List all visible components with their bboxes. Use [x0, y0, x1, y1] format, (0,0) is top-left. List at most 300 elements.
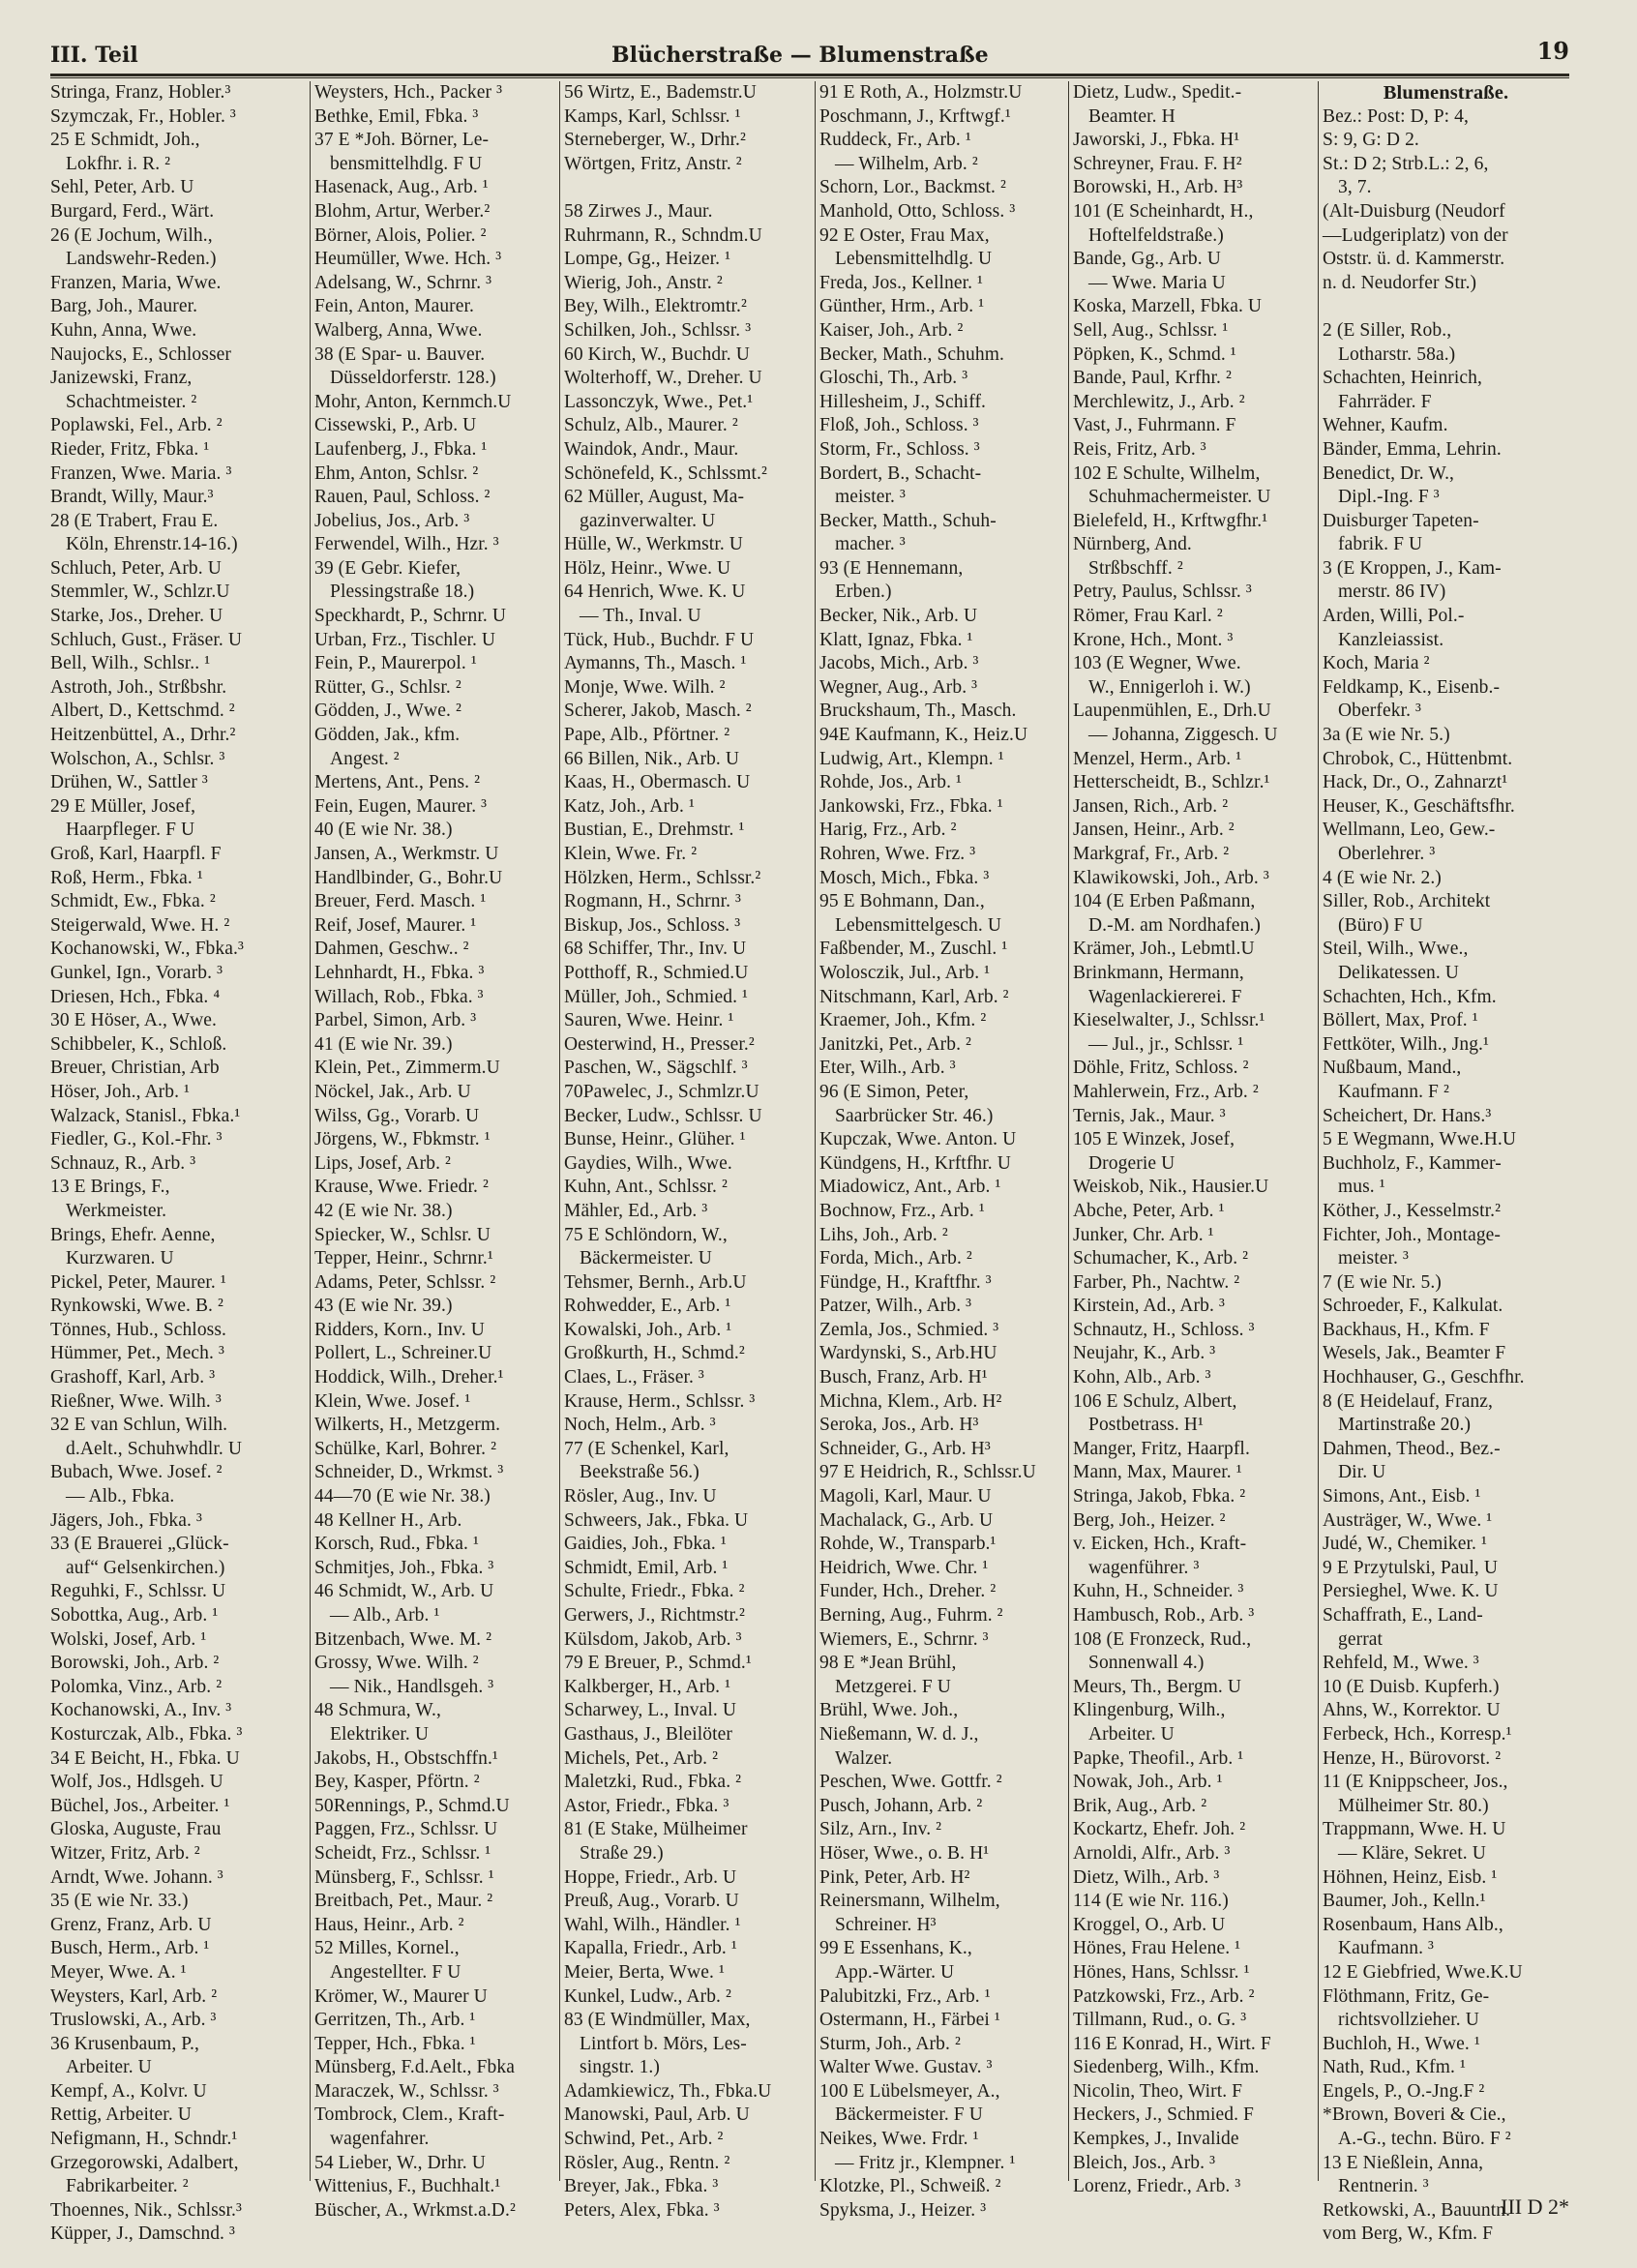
directory-line: Schnautz, H., Schloss. ³ — [1073, 1319, 1255, 1340]
directory-line: Lotharstr. 58a.) — [1338, 343, 1456, 365]
directory-line: Hetterscheidt, B., Schlzr.¹ — [1073, 772, 1270, 793]
directory-line: 83 (E Windmüller, Max, — [564, 2010, 751, 2031]
directory-line: 70Pawelec, J., Schmlzr.U — [564, 1081, 759, 1102]
directory-line: Rynkowski, Wwe. B. ² — [50, 1296, 223, 1317]
directory-line: Tepper, Heinr., Schrnr.¹ — [314, 1248, 493, 1269]
directory-line: wagenführer. ³ — [1088, 1557, 1200, 1578]
directory-line: Kochanowski, W., Fbka.³ — [50, 939, 244, 960]
directory-line: Fichter, Joh., Montage- — [1323, 1224, 1502, 1245]
directory-line: Beekstraße 56.) — [580, 1462, 699, 1483]
directory-line: Faßbender, M., Zuschl. ¹ — [819, 939, 1008, 960]
directory-line: Schreiner. H³ — [835, 1914, 937, 1935]
directory-line: Haus, Heinr., Arb. ² — [314, 1914, 464, 1935]
directory-line: Laupenmühlen, E., Drh.U — [1073, 701, 1271, 722]
directory-line: (Büro) F U — [1338, 914, 1423, 936]
directory-line: 102 E Schulte, Wilhelm, — [1073, 463, 1261, 484]
directory-line: Schülke, Karl, Bohrer. ² — [314, 1438, 497, 1459]
directory-line: Petry, Paulus, Schlssr. ³ — [1073, 582, 1252, 603]
directory-line: Barg, Joh., Maurer. — [50, 296, 198, 317]
directory-line: Benedict, Dr. W., — [1323, 463, 1455, 484]
directory-line: 12 E Giebfried, Wwe.K.U — [1323, 1961, 1523, 1983]
directory-line: Flöthmann, Fritz, Ge- — [1323, 1985, 1490, 2007]
directory-line: Rogmann, H., Schrnr. ³ — [564, 891, 741, 912]
directory-line: Kirstein, Ad., Arb. ³ — [1073, 1296, 1225, 1317]
directory-line: 5 E Wegmann, Wwe.H.U — [1323, 1129, 1517, 1150]
directory-line: — Alb., Fbka. — [66, 1486, 175, 1507]
directory-line: wagenfahrer. — [330, 2129, 430, 2150]
directory-line: Schmidt, Ew., Fbka. ² — [50, 891, 216, 912]
directory-line: Dahmen, Geschw.. ² — [314, 939, 469, 960]
directory-line: Storm, Fr., Schloss. ³ — [819, 438, 980, 460]
directory-line: Kuhn, Anna, Wwe. — [50, 319, 197, 341]
directory-line: Brühl, Wwe. Joh., — [819, 1700, 959, 1721]
directory-line: Forda, Mich., Arb. ² — [819, 1248, 972, 1269]
directory-line: Pollert, L., Schreiner.U — [314, 1343, 492, 1364]
directory-line: Hölz, Heinr., Wwe. U — [564, 557, 731, 579]
directory-line: Judé, W., Chemiker. ¹ — [1323, 1534, 1487, 1555]
directory-line: Kroggel, O., Arb. U — [1073, 1914, 1226, 1935]
directory-line: Waindok, Andr., Maur. — [564, 438, 739, 460]
directory-line: Ludwig, Art., Klempn. ¹ — [819, 748, 1004, 769]
directory-line: Tehsmer, Bernh., Arb.U — [564, 1271, 747, 1293]
directory-line: Rösler, Aug., Inv. U — [564, 1486, 717, 1507]
directory-line: Rohde, Jos., Arb. ¹ — [819, 772, 962, 793]
directory-line: Breyer, Jak., Fbka. ³ — [564, 2176, 719, 2197]
directory-line: Peters, Alex, Fbka. ³ — [564, 2199, 720, 2221]
directory-line: Sterneberger, W., Drhr.² — [564, 130, 746, 151]
directory-line: Straße 29.) — [580, 1842, 664, 1864]
directory-line: Strßbschff. ² — [1088, 557, 1183, 579]
directory-line: Hoftelfeldstraße.) — [1088, 224, 1224, 246]
directory-line: Höhnen, Heinz, Eisb. ¹ — [1323, 1866, 1498, 1888]
directory-line: — Alb., Arb. ¹ — [330, 1605, 440, 1626]
directory-line: Astor, Friedr., Fbka. ³ — [564, 1795, 729, 1816]
directory-line: 81 (E Stake, Mülheimer — [564, 1819, 748, 1840]
directory-line: 75 E Schlöndorn, W., — [564, 1224, 728, 1245]
directory-line: Jacobs, Mich., Arb. ³ — [819, 653, 979, 674]
directory-line: Schachten, Hch., Kfm. — [1323, 986, 1497, 1007]
directory-line: Abche, Peter, Arb. ¹ — [1073, 1200, 1225, 1221]
directory-line: gerrat — [1338, 1628, 1384, 1650]
directory-line: Busch, Herm., Arb. ¹ — [50, 1938, 210, 1959]
directory-line: Blohm, Artur, Werber.² — [314, 200, 491, 222]
directory-line: 3 (E Kroppen, J., Kam- — [1323, 557, 1502, 579]
directory-line: App.-Wärter. U — [835, 1961, 955, 1983]
directory-line: Koska, Marzell, Fbka. U — [1073, 296, 1263, 317]
directory-line: Steigerwald, Wwe. H. ² — [50, 914, 230, 936]
directory-line: Manowski, Paul, Arb. U — [564, 2104, 750, 2126]
directory-line: Claes, L., Fräser. ³ — [564, 1367, 704, 1388]
directory-line: 64 Henrich, Wwe. K. U — [564, 582, 746, 603]
directory-line: Metzgerei. F U — [835, 1676, 951, 1697]
directory-line: Dir. U — [1338, 1462, 1386, 1483]
directory-line: Janizewski, Franz, — [50, 368, 193, 389]
directory-line: Dahmen, Theod., Bez.- — [1323, 1438, 1501, 1459]
directory-line: Scheidt, Frz., Schlssr. ¹ — [314, 1842, 491, 1864]
directory-line: Patzkowski, Frz., Arb. ² — [1073, 1985, 1255, 2007]
directory-line: Kupczak, Wwe. Anton. U — [819, 1129, 1017, 1150]
directory-line: 62 Müller, August, Ma- — [564, 487, 745, 508]
directory-line: Lintfort b. Mörs, Les- — [580, 2033, 747, 2054]
directory-line: Grashoff, Karl, Arb. ³ — [50, 1367, 216, 1388]
directory-line: Becker, Nik., Arb. U — [819, 606, 978, 627]
directory-line: Arndt, Wwe. Johann. ³ — [50, 1866, 223, 1888]
directory-line: Adelsang, W., Schrnr. ³ — [314, 272, 492, 293]
directory-line: Bruckshaum, Th., Masch. — [819, 701, 1017, 722]
directory-line: Walberg, Anna, Wwe. — [314, 319, 483, 341]
directory-line: Kaufmann. F ² — [1338, 1081, 1449, 1102]
directory-line: Michels, Pet., Arb. ² — [564, 1747, 719, 1769]
directory-line: Rosenbaum, Hans Alb., — [1323, 1914, 1503, 1935]
directory-line: Rauen, Paul, Schloss. ² — [314, 487, 491, 508]
directory-line: Stemmler, W., Schlzr.U — [50, 582, 230, 603]
directory-line: Delikatessen. U — [1338, 962, 1459, 983]
directory-line: Döhle, Fritz, Schloss. ² — [1073, 1058, 1249, 1079]
directory-line: Wahl, Wilh., Händler. ¹ — [564, 1914, 741, 1935]
directory-line: Tönnes, Hub., Schloss. — [50, 1319, 227, 1340]
directory-line: Krämer, Joh., Lebmtl.U — [1073, 939, 1255, 960]
directory-line: singstr. 1.) — [580, 2057, 660, 2078]
directory-line: Machalack, G., Arb. U — [819, 1509, 994, 1531]
directory-line: Rohren, Wwe. Frz. ³ — [819, 844, 976, 864]
directory-line: Sturm, Joh., Arb. ² — [819, 2033, 961, 2054]
directory-line: Austräger, W., Wwe. ¹ — [1323, 1509, 1493, 1531]
directory-line: Bunse, Heinr., Glüher. ¹ — [564, 1129, 746, 1150]
directory-line: Persieghel, Wwe. K. U — [1323, 1581, 1499, 1602]
directory-line: Bustian, E., Drehmstr. ¹ — [564, 820, 745, 841]
directory-line: 11 (E Knippscheer, Jos., — [1323, 1772, 1508, 1793]
directory-line: Dietz, Wilh., Arb. ³ — [1073, 1866, 1220, 1888]
directory-line: Gunkel, Ign., Vorarb. ³ — [50, 962, 223, 983]
directory-line: Hoppe, Friedr., Arb. U — [564, 1866, 737, 1888]
directory-line: Baumer, Joh., Kelln.¹ — [1323, 1891, 1486, 1912]
directory-line: Preuß, Aug., Vorarb. U — [564, 1891, 739, 1912]
directory-line: Kurzwaren. U — [66, 1248, 174, 1269]
directory-line: Schorn, Lor., Backmst. ² — [819, 177, 1006, 198]
directory-line: *Brown, Boveri & Cie., — [1323, 2104, 1506, 2126]
directory-line: Elektriker. U — [330, 1723, 430, 1745]
directory-line: Mertens, Ant., Pens. ² — [314, 772, 481, 793]
header-rule-thin — [50, 77, 1569, 78]
directory-line: Oesterwind, H., Presser.² — [564, 1033, 755, 1055]
directory-line: Bäckermeister. U — [580, 1248, 712, 1269]
directory-line: Sauren, Wwe. Heinr. ¹ — [564, 1010, 734, 1031]
directory-line: Mülheimer Str. 80.) — [1338, 1795, 1489, 1816]
directory-line: Werkmeister. — [66, 1200, 167, 1221]
directory-line: Korsch, Rud., Fbka. ¹ — [314, 1534, 479, 1555]
directory-line: Kündgens, H., Krftfhr. U — [819, 1152, 1011, 1174]
directory-line: Duisburger Tapeten- — [1323, 510, 1479, 531]
directory-line: Harig, Frz., Arb. ² — [819, 820, 957, 841]
directory-line: Hönes, Frau Helene. ¹ — [1073, 1938, 1241, 1959]
directory-line: Wesels, Jak., Beamter F — [1323, 1343, 1506, 1364]
directory-line: Freda, Jos., Kellner. ¹ — [819, 272, 983, 293]
directory-line: 37 E *Joh. Börner, Le- — [314, 130, 490, 151]
directory-line: Lompe, Gg., Heizer. ¹ — [564, 249, 731, 270]
directory-line: Willach, Rob., Fbka. ³ — [314, 986, 484, 1007]
directory-line: 34 E Beicht, H., Fbka. U — [50, 1747, 240, 1769]
directory-line: — Nik., Handlsgeh. ³ — [330, 1676, 494, 1697]
directory-line: Pusch, Johann, Arb. ² — [819, 1795, 983, 1816]
directory-line: Hönes, Hans, Schlssr. ¹ — [1073, 1961, 1250, 1983]
column-1 — [50, 81, 310, 2245]
directory-line: Weysters, Hch., Packer ³ — [314, 82, 503, 103]
directory-line: Schroeder, F., Kalkulat. — [1323, 1296, 1503, 1317]
footer-mark: III D 2* — [1501, 2194, 1569, 2219]
directory-line: Rieder, Fritz, Fbka. ¹ — [50, 438, 210, 460]
directory-line: Seroka, Jos., Arb. H³ — [819, 1415, 979, 1436]
directory-line: Biskup, Jos., Schloss. ³ — [564, 914, 741, 936]
directory-line: Martinstraße 20.) — [1338, 1415, 1472, 1436]
directory-line: Klein, Wwe. Fr. ² — [564, 844, 698, 864]
directory-line: Angestellter. F U — [330, 1961, 461, 1983]
directory-line: Schachtmeister. ² — [66, 391, 197, 412]
directory-line: Kanzleiassist. — [1338, 629, 1444, 650]
directory-line: 29 E Müller, Josef, — [50, 795, 196, 817]
directory-line: Bande, Gg., Arb. U — [1073, 249, 1221, 270]
directory-line: Jansen, Rich., Arb. ² — [1073, 795, 1229, 817]
directory-line: 43 (E wie Nr. 39.) — [314, 1296, 453, 1317]
directory-line: 38 (E Spar- u. Bauver. — [314, 343, 486, 365]
directory-line: Poschmann, J., Krftwgf.¹ — [819, 105, 1011, 127]
directory-line: 10 (E Duisb. Kupferh.) — [1323, 1676, 1500, 1697]
directory-line: Scharwey, L., Inval. U — [564, 1700, 737, 1721]
directory-line: richtsvollzieher. U — [1338, 2010, 1479, 2031]
directory-line: Kochanowski, A., Inv. ³ — [50, 1700, 232, 1721]
directory-line: Handlbinder, G., Bohr.U — [314, 867, 503, 888]
directory-line: Vast, J., Fuhrmann. F — [1073, 415, 1236, 436]
directory-line: Stringa, Franz, Hobler.³ — [50, 82, 231, 103]
directory-line: Rohwedder, E., Arb. ¹ — [564, 1296, 731, 1317]
directory-line: Weysters, Karl, Arb. ² — [50, 1985, 218, 2007]
directory-line: Paggen, Frz., Schlssr. U — [314, 1819, 498, 1840]
directory-line: Rohde, W., Transparb.¹ — [819, 1534, 997, 1555]
directory-line: Brings, Ehefr. Aenne, — [50, 1224, 216, 1245]
directory-line: Weiskob, Nik., Hausier.U — [1073, 1177, 1269, 1198]
directory-line: Adamkiewicz, Th., Fbka.U — [564, 2080, 772, 2102]
directory-line: Schaffrath, E., Land- — [1323, 1605, 1483, 1626]
directory-line: Gödden, J., Wwe. ² — [314, 701, 461, 722]
directory-line: Jakobs, H., Obstschffn.¹ — [314, 1747, 498, 1769]
directory-line: Nefigmann, H., Schndr.¹ — [50, 2129, 238, 2150]
directory-line: Menzel, Herm., Arb. ¹ — [1073, 748, 1242, 769]
directory-line: Bande, Paul, Krfhr. ² — [1073, 368, 1232, 389]
column-4 — [815, 81, 1068, 2221]
directory-line: Jansen, Heinr., Arb. ² — [1073, 820, 1235, 841]
directory-line: Urban, Frz., Tischler. U — [314, 629, 496, 650]
directory-line: 48 Kellner H., Arb. — [314, 1509, 462, 1531]
directory-line: Heitzenbüttel, A., Drhr.² — [50, 725, 236, 746]
directory-line: Schneider, G., Arb. H³ — [819, 1438, 991, 1459]
directory-line: Mohr, Anton, Kernmch.U — [314, 391, 512, 412]
directory-line: Walzack, Stanisl., Fbka.¹ — [50, 1105, 241, 1126]
directory-line: Gloska, Auguste, Frau — [50, 1819, 222, 1840]
directory-line: Truslowski, A., Arb. ³ — [50, 2010, 217, 2031]
directory-line: 77 (E Schenkel, Karl, — [564, 1438, 729, 1459]
directory-line: Meyer, Wwe. A. ¹ — [50, 1961, 187, 1983]
directory-line: Kohn, Alb., Arb. ³ — [1073, 1367, 1211, 1388]
directory-line: macher. ³ — [835, 534, 906, 555]
directory-line: Kalkberger, H., Arb. ¹ — [564, 1676, 731, 1697]
directory-line: Lips, Josef, Arb. ² — [314, 1152, 451, 1174]
directory-line: 91 E Roth, A., Holzmstr.U — [819, 82, 1023, 103]
directory-line: Spiecker, W., Schlsr. U — [314, 1224, 491, 1245]
directory-line: Parbel, Simon, Arb. ³ — [314, 1010, 477, 1031]
directory-line: Bethke, Emil, Fbka. ³ — [314, 105, 479, 127]
directory-line: Schnauz, R., Arb. ³ — [50, 1152, 196, 1174]
directory-line: Erben.) — [835, 582, 892, 603]
directory-line: Fabrikarbeiter. ² — [66, 2176, 189, 2197]
column-2 — [310, 81, 559, 2221]
directory-line: Ostermann, H., Färbei ¹ — [819, 2010, 1000, 2031]
directory-line: bensmittelhdlg. F U — [330, 153, 483, 174]
directory-line: Wagenlackiererei. F — [1088, 986, 1242, 1007]
directory-line: Henze, H., Bürovorst. ² — [1323, 1747, 1502, 1769]
directory-line: Wittenius, F., Buchhalt.¹ — [314, 2176, 501, 2197]
directory-line: Plessingstraße 18.) — [330, 582, 475, 603]
directory-line: meister. ³ — [1338, 1248, 1409, 1269]
directory-line: — Wilhelm, Arb. ² — [835, 153, 978, 174]
directory-line: Bey, Wilh., Elektromtr.² — [564, 296, 747, 317]
directory-line: 106 E Schulz, Albert, — [1073, 1390, 1237, 1412]
directory-line: Kempkes, J., Invalide — [1073, 2129, 1239, 2150]
directory-line: Hölzken, Herm., Schlssr.² — [564, 867, 761, 888]
directory-line: Fein, Anton, Maurer. — [314, 296, 475, 317]
directory-line: 41 (E wie Nr. 39.) — [314, 1033, 453, 1055]
directory-line: 97 E Heidrich, R., Schlssr.U — [819, 1462, 1036, 1483]
directory-line: 42 (E wie Nr. 38.) — [314, 1200, 453, 1221]
directory-line: Grenz, Franz, Arb. U — [50, 1914, 212, 1935]
directory-line: Fahrräder. F — [1338, 391, 1432, 412]
directory-line: Rentnerin. ³ — [1338, 2176, 1429, 2197]
directory-line: 2 (E Siller, Rob., — [1323, 319, 1452, 341]
directory-line: Groß, Karl, Haarpfl. F — [50, 844, 222, 864]
directory-line: Buchloh, H., Wwe. ¹ — [1323, 2033, 1480, 2054]
directory-line: Nowak, Joh., Arb. ¹ — [1073, 1772, 1223, 1793]
directory-line: Sehl, Peter, Arb. U — [50, 177, 194, 198]
directory-line: Angest. ² — [330, 748, 400, 769]
column-5 — [1068, 81, 1318, 2197]
directory-line: Schluch, Gust., Fräser. U — [50, 629, 243, 650]
directory-line: Hochhauser, G., Geschfhr. — [1323, 1367, 1525, 1388]
directory-line: Pink, Peter, Arb. H² — [819, 1866, 970, 1888]
directory-line: Junker, Chr. Arb. ¹ — [1073, 1224, 1214, 1245]
directory-line: Arden, Willi, Pol.- — [1323, 606, 1465, 627]
directory-line: Zemla, Jos., Schmied. ³ — [819, 1319, 999, 1340]
directory-line: Stringa, Jakob, Fbka. ² — [1073, 1486, 1246, 1507]
directory-line: Mähler, Ed., Arb. ³ — [564, 1200, 708, 1221]
directory-line: 103 (E Wegner, Wwe. — [1073, 653, 1241, 674]
directory-line: Nath, Rud., Kfm. ¹ — [1323, 2057, 1466, 2078]
directory-line: Gödden, Jak., kfm. — [314, 725, 461, 746]
directory-line: Berg, Joh., Heizer. ² — [1073, 1509, 1226, 1531]
directory-line: 7 (E wie Nr. 5.) — [1323, 1271, 1442, 1293]
directory-line: Thoennes, Nik., Schlssr.³ — [50, 2199, 242, 2221]
directory-line: Bubach, Wwe. Josef. ² — [50, 1462, 223, 1483]
directory-line: Gaydies, Wilh., Wwe. — [564, 1152, 732, 1174]
directory-line — [564, 176, 815, 200]
directory-line: Astroth, Joh., Strßbshr. — [50, 676, 227, 698]
directory-line: Heumüller, Wwe. Hch. ³ — [314, 249, 502, 270]
directory-line: Landswehr-Reden.) — [66, 249, 217, 270]
directory-line: 52 Milles, Kornel., — [314, 1938, 460, 1959]
directory-line: Jobelius, Jos., Arb. ³ — [314, 510, 470, 531]
directory-line: Rehfeld, M., Wwe. ³ — [1323, 1653, 1479, 1674]
directory-line: Sobottka, Aug., Arb. ¹ — [50, 1605, 219, 1626]
directory-line: Kuhn, Ant., Schlssr. ² — [564, 1177, 728, 1198]
directory-line: Höser, Joh., Arb. ¹ — [50, 1081, 190, 1102]
directory-line: 50Rennings, P., Schmd.U — [314, 1795, 510, 1816]
directory-line: Palubitzki, Frz., Arb. ¹ — [819, 1985, 991, 2007]
directory-line: 8 (E Heidelauf, Franz, — [1323, 1390, 1494, 1412]
directory-line: Schumacher, K., Arb. ² — [1073, 1248, 1249, 1269]
directory-line: Bey, Kasper, Pförtn. ² — [314, 1772, 480, 1793]
directory-line: Jansen, A., Werkmstr. U — [314, 844, 499, 864]
directory-line: Maraczek, W., Schlssr. ³ — [314, 2080, 499, 2102]
directory-line: — Jul., jr., Schlssr. ¹ — [1088, 1033, 1244, 1055]
directory-line: Brandt, Willy, Maur.³ — [50, 487, 214, 508]
directory-line: Münsberg, F., Schlssr. ¹ — [314, 1866, 494, 1888]
directory-line: Wehner, Kaufm. — [1323, 415, 1448, 436]
directory-line: Fein, P., Maurerpol. ¹ — [314, 653, 477, 674]
directory-line: Wolterhoff, W., Dreher. U — [564, 368, 762, 389]
directory-line: — Johanna, Ziggesch. U — [1088, 725, 1278, 746]
directory-line: Buchholz, F., Kammer- — [1323, 1152, 1502, 1174]
directory-line: Reinersmann, Wilhelm, — [819, 1891, 1000, 1912]
directory-line: Nießemann, W. d. J., — [819, 1723, 979, 1745]
directory-line: Fettköter, Wilh., Jng.¹ — [1323, 1033, 1489, 1055]
directory-line: mus. ¹ — [1338, 1177, 1385, 1198]
directory-line: Beamter. H — [1088, 105, 1176, 127]
directory-line: Hülle, W., Werkmstr. U — [564, 534, 743, 555]
directory-line: 92 E Oster, Frau Max, — [819, 224, 990, 246]
directory-line: Nürnberg, And. — [1073, 534, 1192, 555]
directory-line: Kockartz, Ehefr. Joh. ² — [1073, 1819, 1246, 1840]
directory-line: Lebensmittelhdlg. U — [835, 249, 993, 270]
directory-line: Bleich, Jos., Arb. ³ — [1073, 2152, 1216, 2173]
directory-line: 60 Kirch, W., Buchdr. U — [564, 343, 750, 365]
directory-line: Mahlerwein, Frz., Arb. ² — [1073, 1081, 1259, 1102]
directory-line: 25 E Schmidt, Joh., — [50, 130, 200, 151]
directory-line: 93 (E Hennemann, — [819, 557, 964, 579]
directory-line: Pickel, Peter, Maurer. ¹ — [50, 1271, 226, 1293]
street-heading: Blumenstraße. — [1383, 82, 1509, 104]
directory-line: 104 (E Erben Paßmann, — [1073, 891, 1256, 912]
directory-line: 101 (E Scheinhardt, H., — [1073, 200, 1254, 222]
directory-line: Peschen, Wwe. Gottfr. ² — [819, 1772, 1002, 1793]
directory-line: 56 Wirtz, E., Bademstr.U — [564, 82, 757, 103]
directory-line: Ahns, W., Korrektor. U — [1323, 1700, 1501, 1721]
directory-line: Böllert, Max, Prof. ¹ — [1323, 1010, 1478, 1031]
directory-line: Oststr. ü. d. Kammerstr. — [1323, 249, 1505, 270]
directory-line: Wolski, Josef, Arb. ¹ — [50, 1628, 207, 1650]
directory-line: Dietz, Ludw., Spedit.- — [1073, 82, 1242, 103]
directory-line: gazinverwalter. U — [580, 510, 716, 531]
directory-line: Oberlehrer. ³ — [1338, 844, 1436, 864]
directory-line: St.: D 2; Strb.L.: 2, 6, — [1323, 153, 1489, 174]
directory-line: Burgard, Ferd., Wärt. — [50, 200, 215, 222]
directory-line: 9 E Przytulski, Paul, U — [1323, 1557, 1499, 1578]
section-label: III. Teil — [50, 43, 138, 68]
directory-line: Postbetrass. H¹ — [1088, 1415, 1204, 1436]
directory-line: Silz, Arn., Inv. ² — [819, 1819, 942, 1840]
directory-line: Merchlewitz, J., Arb. ² — [1073, 391, 1245, 412]
directory-line: Schreyner, Frau. F. H² — [1073, 153, 1242, 174]
directory-line: Schachten, Heinrich, — [1323, 368, 1482, 389]
directory-line: Wolf, Jos., Hdlsgeh. U — [50, 1772, 223, 1793]
directory-line: Siedenberg, Wilh., Kfm. — [1073, 2057, 1260, 2078]
directory-line: Paschen, W., Sägschlf. ³ — [564, 1058, 748, 1079]
